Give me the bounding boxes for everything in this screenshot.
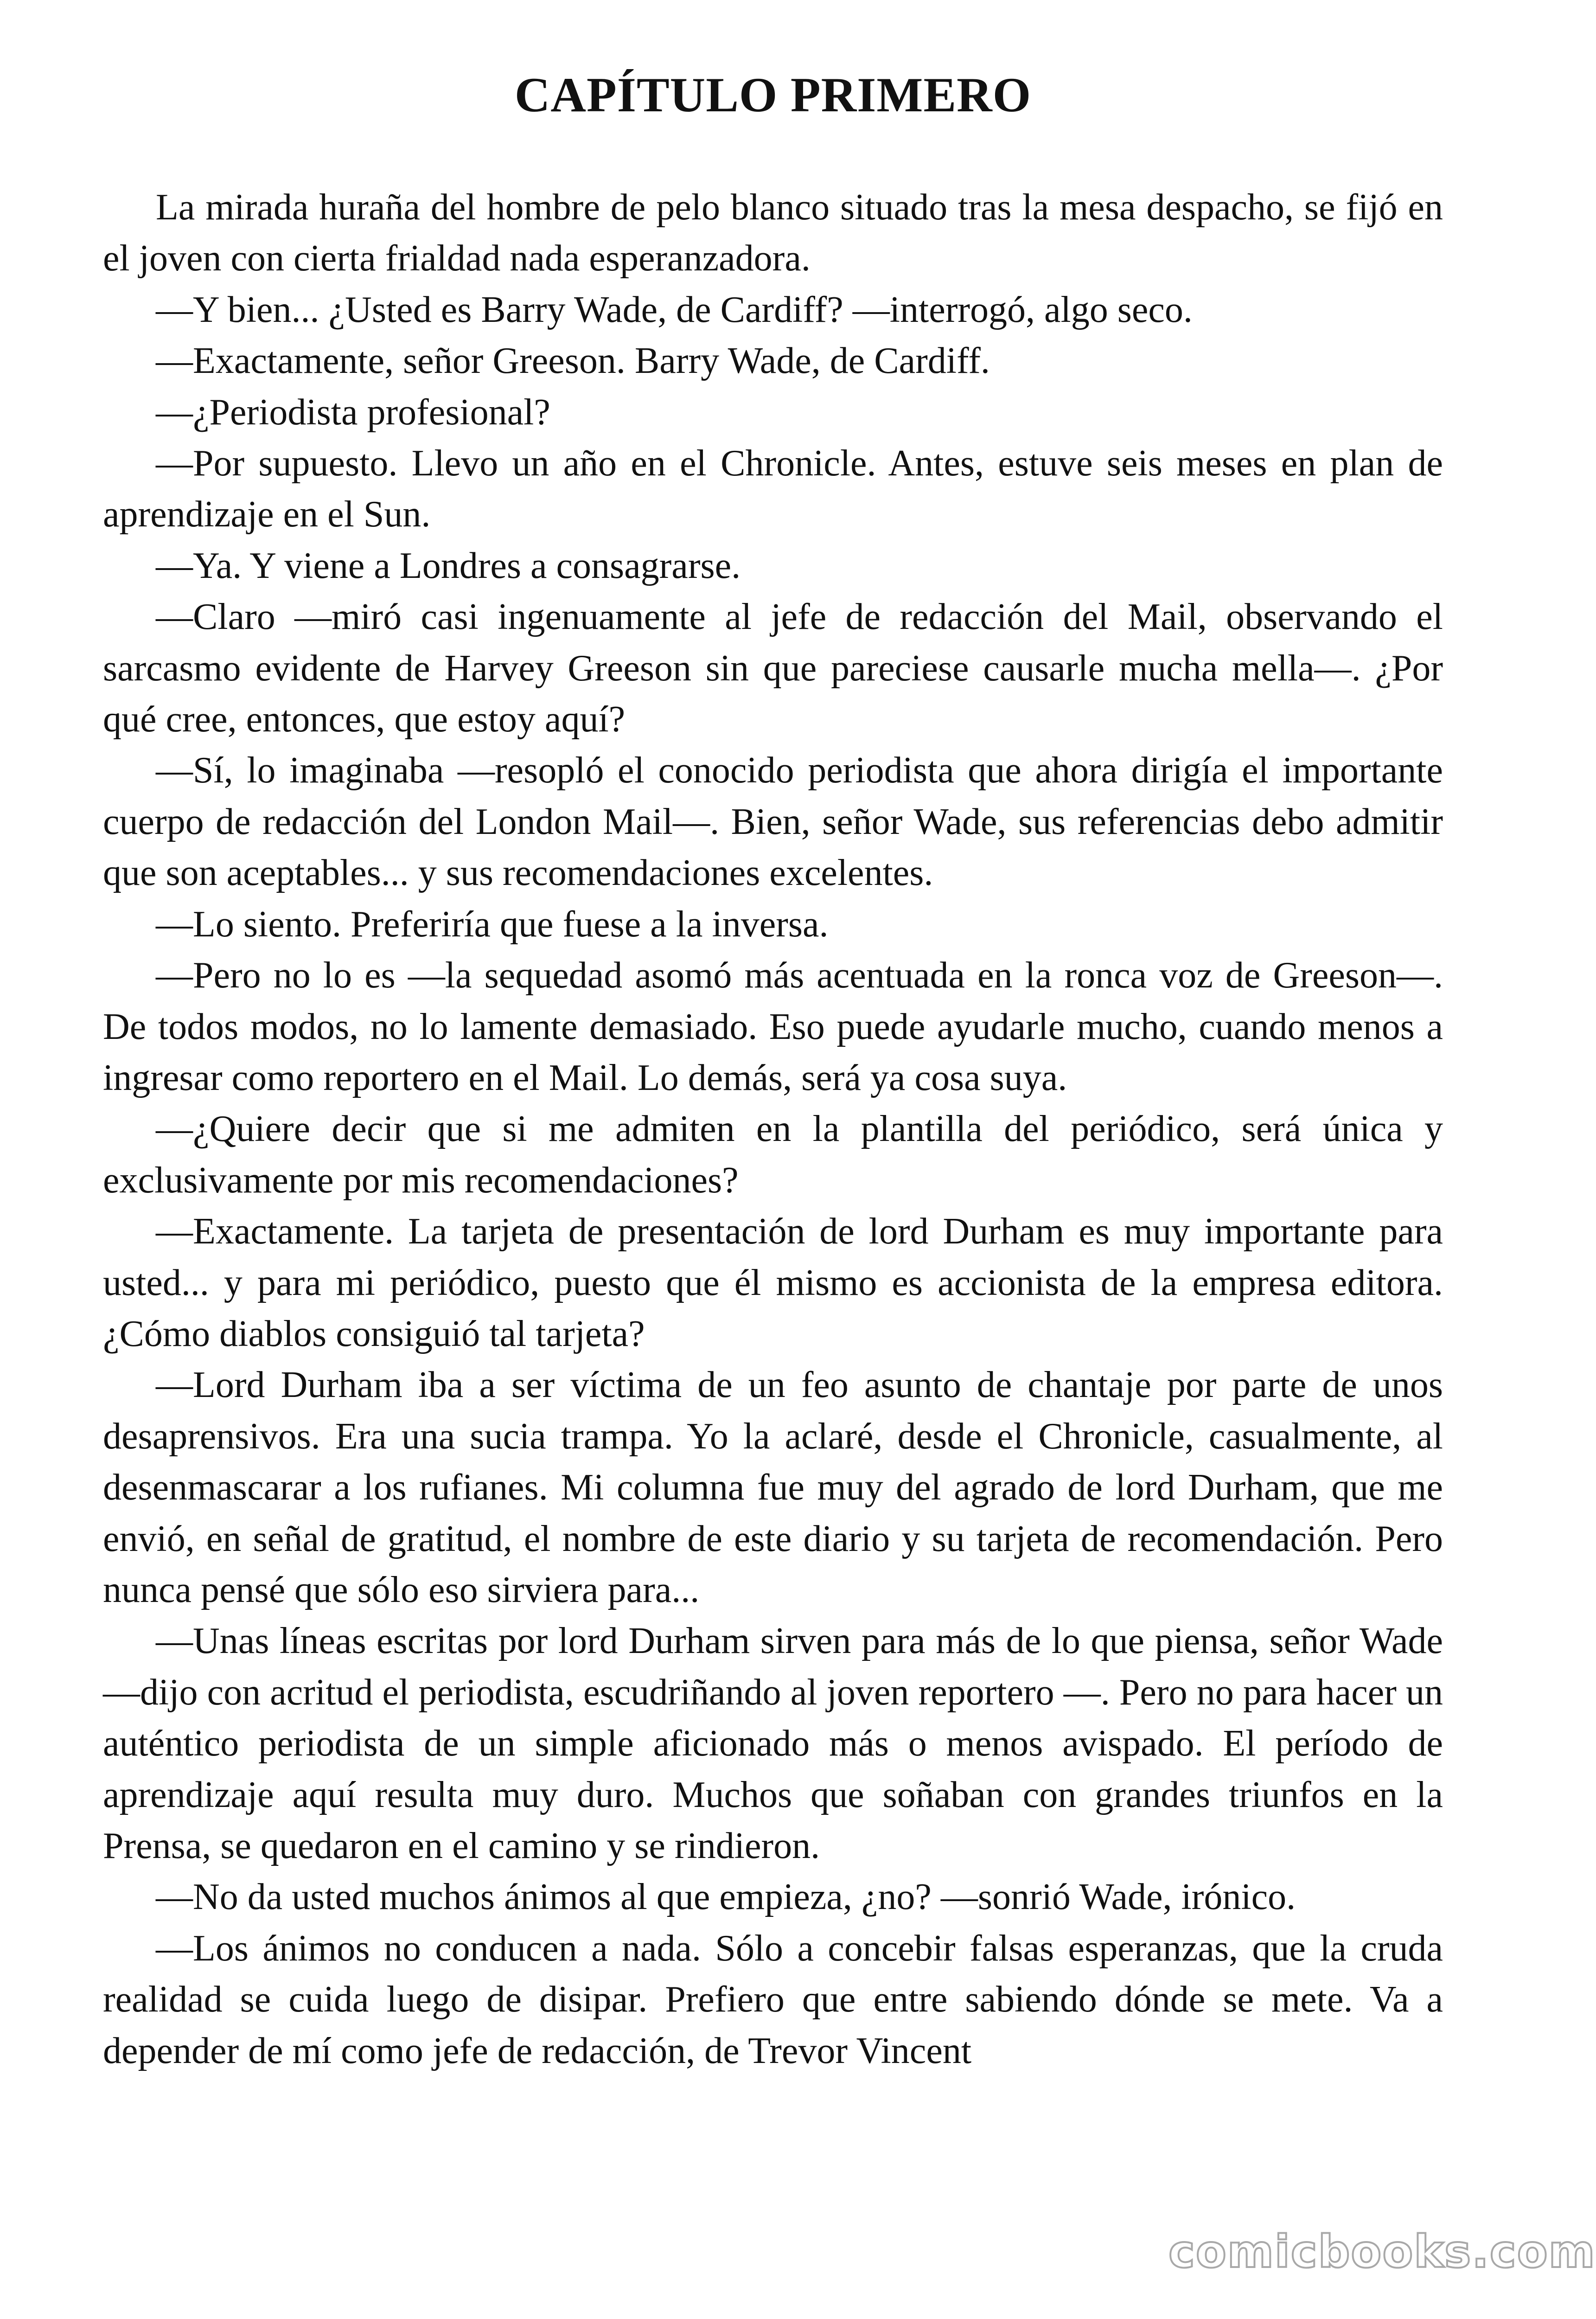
paragraph: —Los ánimos no conducen a nada. Sólo a concebir falsas esperanzas, que la cruda realidad se cuida luego de disipar. Prefiero que entre sabiendo dónde se mete. Va a depender de mí como jefe de redacción, de Trevor Vincent	[103, 1928, 1443, 2071]
paragraph: —Lord Durham iba a ser víctima de un feo asunto de chantaje por parte de unos desaprensivos. Era una sucia trampa. Yo la aclaré, desde el Chronicle, casualmente, al desenmascarar a los rufianes. Mi columna fue muy del agrado de lord Durham, que me envió, en señal de gratitud, el nombre de este diario y su tarjeta de recomendación. Pero nunca pensé que sólo eso sirviera para...	[103, 1364, 1443, 1610]
watermark: comicbooks.com	[1168, 2226, 1596, 2278]
paragraph: —Ya. Y viene a Londres a consagrarse.	[156, 545, 741, 586]
chapter-title: CAPÍTULO PRIMERO	[514, 68, 1032, 122]
paragraph: —Exactamente, señor Greeson. Barry Wade, de Cardiff.	[156, 340, 990, 382]
paragraph: —¿Quiere decir que si me admiten en la plantilla del periódico, será única y exclusivamente por mis recomendaciones?	[103, 1108, 1443, 1201]
paragraph: —Sí, lo imaginaba —resopló el conocido periodista que ahora dirigía el importante cuerpo de redacción del London Mail—. Bien, señor Wade, sus referencias debo admitir que son aceptables... y sus recomendaciones excelentes.	[103, 750, 1443, 894]
paragraph: —Pero no lo es —la sequedad asomó más acentuada en la ronca voz de Greeson—. De todos modos, no lo lamente demasiado. Eso puede ayudarle mucho, cuando menos a ingresar como reportero en el Mail. Lo demás, será ya cosa suya.	[103, 955, 1443, 1098]
paragraph: —Y bien... ¿Usted es Barry Wade, de Cardiff? —interrogó, algo seco.	[156, 289, 1193, 330]
paragraph: —Unas líneas escritas por lord Durham sirven para más de lo que piensa, señor Wade —dijo con acritud el periodista, escudriñando al joven reportero —. Pero no para hacer un auténtico periodista de un simple aficionado más o menos avispado. El período de aprendizaje aquí resulta muy duro. Muchos que soñaban con grandes triunfos en la Prensa, se quedaron en el camino y se rindieron.	[103, 1621, 1443, 1866]
paragraph: —No da usted muchos ánimos al que empieza, ¿no? —sonrió Wade, irónico.	[156, 1877, 1296, 1918]
paragraph: —Por supuesto. Llevo un año en el Chronicle. Antes, estuve seis meses en plan de aprendizaje en el Sun.	[103, 443, 1443, 535]
chapter-body	[103, 182, 1443, 2076]
paragraph: La mirada huraña del hombre de pelo blanco situado tras la mesa despacho, se fijó en el joven con cierta frialdad nada esperanzadora.	[103, 187, 1443, 279]
paragraph: —¿Periodista profesional?	[156, 391, 550, 433]
paragraph: —Lo siento. Preferiría que fuese a la inversa.	[156, 903, 829, 945]
paragraph: —Claro —miró casi ingenuamente al jefe de redacción del Mail, observando el sarcasmo evidente de Harvey Greeson sin que pareciese causarle mucha mella—. ¿Por qué cree, entonces, que estoy aquí?	[103, 596, 1443, 740]
paragraph: —Exactamente. La tarjeta de presentación de lord Durham es muy importante para usted... y para mi periódico, puesto que él mismo es accionista de la empresa editora. ¿Cómo diablos consiguió tal tarjeta?	[103, 1211, 1443, 1354]
